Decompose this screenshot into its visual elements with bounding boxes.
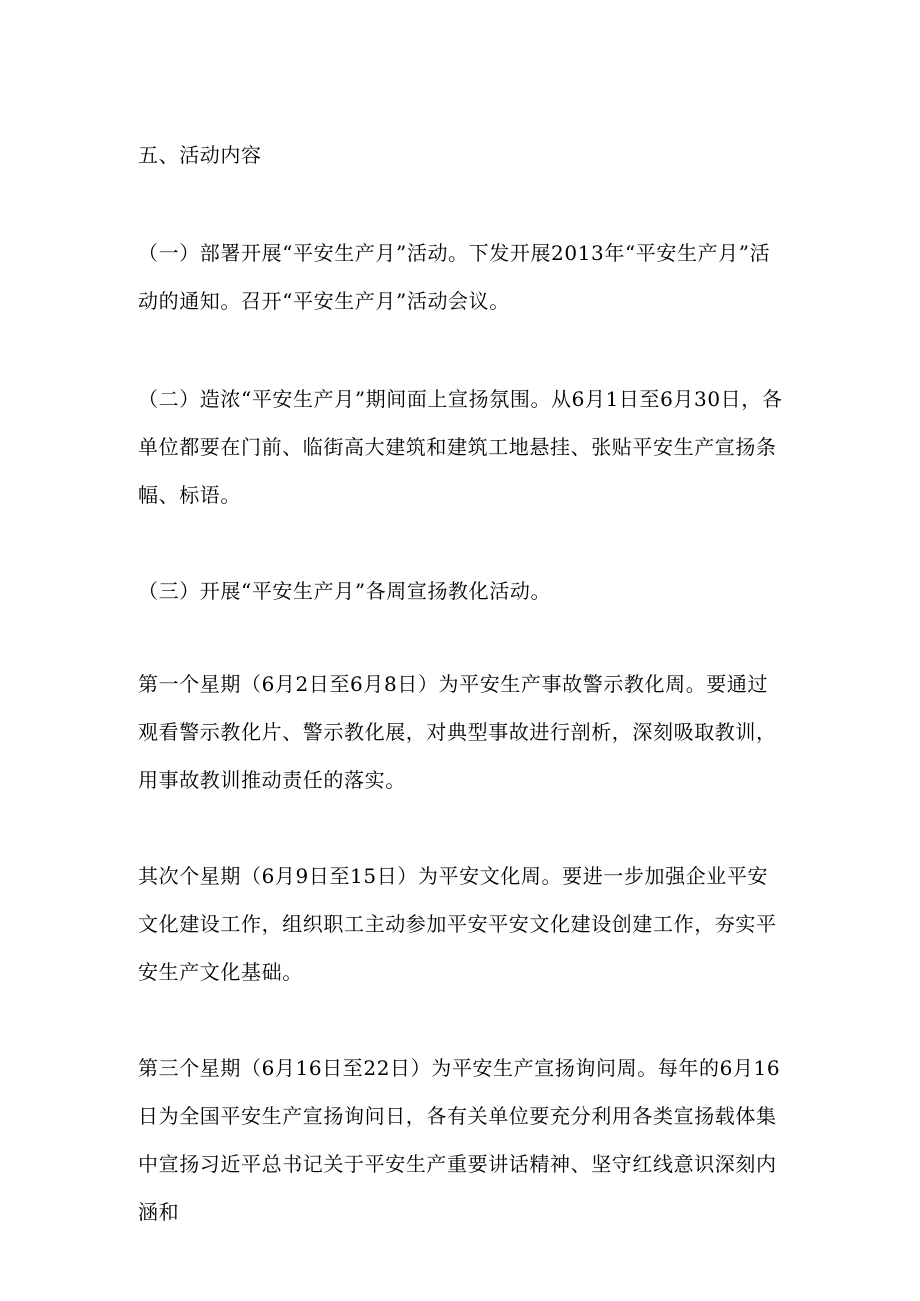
section-heading: 五、活动内容 bbox=[138, 143, 262, 167]
paragraph-4: 第一个星期（6月2日至6月8日）为平安生产事故警示教化周。要通过观看警示教化片、警示教化展，对典型事故进行剖析，深刻吸取教训，用事故教训推动责任的落实。 bbox=[138, 672, 777, 792]
paragraph-2: （二）造浓“平安生产月”期间面上宣扬氛围。从6月1日至6月30日，各单位都要在门前、临街高大建筑和建筑工地悬挂、张贴平安生产宣扬条幅、标语。 bbox=[138, 387, 783, 507]
paragraph-1: （一）部署开展“平安生产月”活动。下发开展2013年“平安生产月”活动的通知。召开“平安生产月”活动会议。 bbox=[138, 241, 771, 313]
paragraph-3: （三）开展“平安生产月”各周宣扬教化活动。 bbox=[138, 579, 552, 603]
paragraph-5: 其次个星期（6月9日至15日）为平安文化周。要进一步加强企业平安文化建设工作，组织职工主动参加平安平安文化建设创建工作，夯实平安生产文化基础。 bbox=[138, 864, 777, 984]
paragraph-6: 第三个星期（6月16日至22日）为平安生产宣扬询问周。每年的6月16日为全国平安生产宣扬询问日，各有关单位要充分利用各类宣扬载体集中宣扬习近平总书记关于平安生产重要讲话精神、坚守红线意识深刻内涵和 bbox=[138, 1056, 781, 1224]
